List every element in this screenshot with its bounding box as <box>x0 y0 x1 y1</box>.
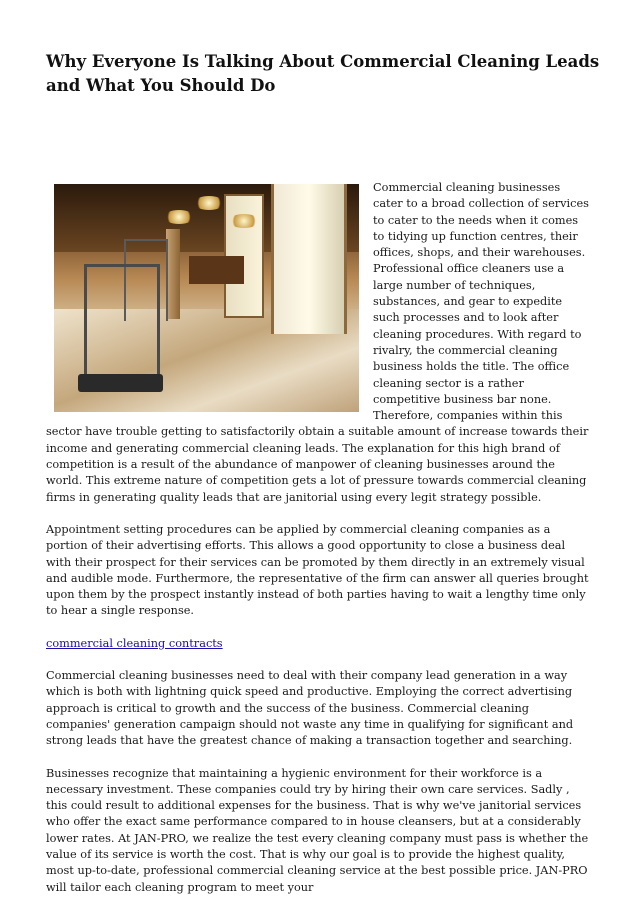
paragraph-3: Commercial cleaning businesses need to deal with their company lead generation in a way which is both with lightning quick speed and productive. Employing the correct advertising approach is critical to growth and the success of the business. Commercial cleaning companies' generation campaign should not waste any time in qualifying for significant and strong leads that have the greatest chance of making a transaction together and searching. <box>46 669 574 748</box>
paragraph-2: Appointment setting procedures can be applied by commercial cleaning companies as a portion of their advertising efforts. This allows a good opportunity to close a business deal with their prospect for their services can be promoted by them directly in an extremely visual and audible mode. Furthermore, the representative of the firm can answer all queries brought upon them by the prospect instantly instead of both parties having to wait a lengthy time only to hear a single response. <box>46 522 589 618</box>
commercial-cleaning-contracts-link[interactable]: commercial cleaning contracts <box>46 636 223 650</box>
article-title: Why Everyone Is Talking About Commercial Cleaning Leads and What You Should Do <box>46 52 600 95</box>
lobby-photo <box>54 184 359 412</box>
link-paragraph <box>46 636 592 652</box>
paragraph-4: Businesses recognize that maintaining a hygienic environment for their workforce is a necessary investment. These companies could try by hiring their own care services. Sadly , this could result to additional expenses for the business. That is why we've janitorial services who offer the exact same performance compared to in house cleansers, but at a considerably lower rates. At JAN-PRO, we realize the test every cleaning company must pass is whether the value of its service is worth the cost. That is why our goal is to provide the highest quality, most up-to-date, professional commercial cleaning service at the best possible price. JAN-PRO will tailor each cleaning program to meet your <box>46 766 589 894</box>
paragraph-1-text: Commercial cleaning businesses cater to a broad collection of services to cater to the needs when it comes to tidying up function centres, their offices, shops, and their warehouses. Professional office cleaners use a large number of techniques, substances, and gear to expedite such processes and to look after cleaning procedures. With regard to rivalry, the commercial cleaning business holds the title. The office cleaning sector is a rather competitive business bar none. Therefore, companies within this sector have trouble getting to satisfactorily obtain a suitable amount of increase towards their income and generating commercial cleaning leads. The explanation for this high brand of competition is a result of the abundance of manpower of cleaning businesses around the world. This extreme nature of competition gets a lot of pressure towards commercial cleaning firms in generating quality leads that are janitorial using every legit strategy possible. <box>46 181 589 504</box>
article-body <box>46 180 592 912</box>
luggage-cart <box>84 264 160 387</box>
paragraph-1 <box>46 180 592 506</box>
